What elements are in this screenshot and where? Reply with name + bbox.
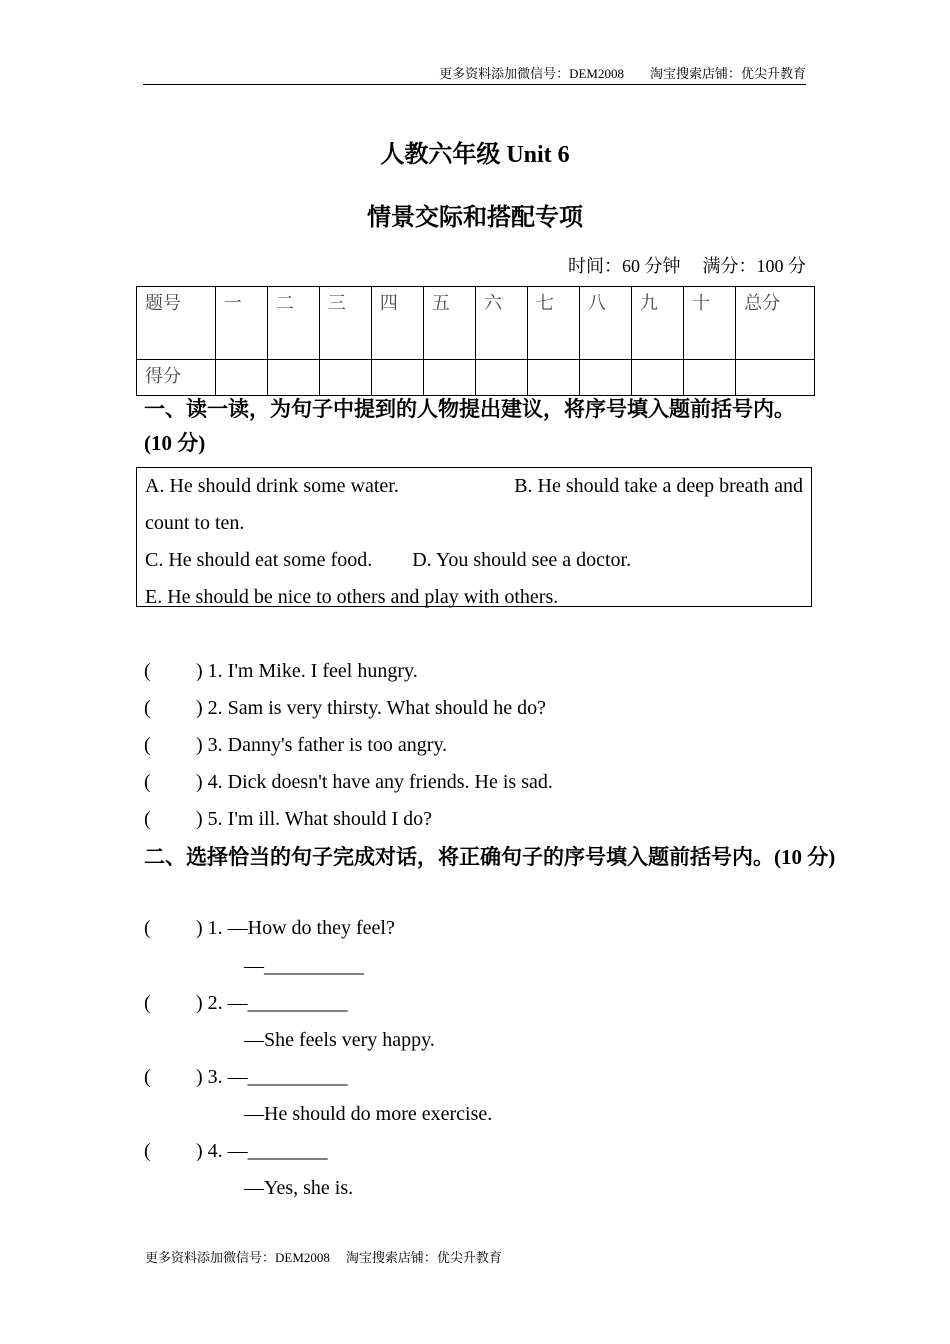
score-cell-empty	[632, 360, 684, 396]
score-table-cell: 五	[423, 287, 475, 360]
score-table-cell: 得分	[137, 360, 216, 396]
score-table-cell: 四	[371, 287, 423, 360]
score-cell-empty	[684, 360, 736, 396]
answer-bracket-open[interactable]: (	[144, 771, 151, 793]
option-b: B. He should take a deep breath and	[514, 475, 803, 497]
score-cell-empty	[267, 360, 319, 396]
s2-answer-line: —Yes, she is.	[244, 1177, 354, 1199]
option-d: D. You should see a doctor.	[412, 549, 632, 571]
score-cell-empty	[736, 360, 815, 396]
s1-question	[144, 769, 553, 795]
score-cell-empty	[319, 360, 371, 396]
answer-bracket-open[interactable]: (	[144, 697, 151, 719]
bracket-close: )	[196, 771, 203, 793]
bracket-close: )	[196, 734, 203, 756]
s2-question	[144, 1064, 348, 1090]
section2-title: 二、选择恰当的句子完成对话，将正确句子的序号填入题前括号内。(10 分)	[144, 845, 836, 869]
question-text: 3. Danny's father is too angry.	[207, 734, 448, 756]
question-text: 4. Dick doesn't have any friends. He is sad.	[207, 771, 553, 793]
score-table-cell: 题号	[137, 287, 216, 360]
score-table-cell: 三	[319, 287, 371, 360]
s2-question	[144, 1138, 328, 1164]
bracket-close: )	[196, 808, 203, 830]
s2-question	[144, 990, 348, 1016]
option-a: A. He should drink some water.	[145, 475, 399, 497]
score-cell-empty	[371, 360, 423, 396]
s1-question	[144, 658, 418, 684]
score-table-header-row	[137, 287, 815, 360]
question-text: 5. I'm ill. What should I do?	[207, 808, 432, 830]
score-table-cell: 六	[475, 287, 527, 360]
answer-bracket-open[interactable]: (	[144, 808, 151, 830]
question-text: 2. —__________	[207, 992, 348, 1014]
page-header	[143, 66, 806, 85]
score-table-score-row	[137, 360, 815, 396]
s2-answer-line: —He should do more exercise.	[244, 1103, 493, 1125]
option-b-continued: count to ten.	[145, 512, 245, 534]
score-table	[136, 286, 815, 396]
options-row	[145, 468, 803, 505]
answer-bracket-open[interactable]: (	[144, 992, 151, 1014]
exam-time: 时间：60 分钟	[568, 256, 681, 276]
score-cell-empty	[215, 360, 267, 396]
score-table-cell: 一	[215, 287, 267, 360]
question-text: 1. —How do they feel?	[207, 917, 395, 939]
question-text: 1. I'm Mike. I feel hungry.	[207, 660, 418, 682]
bracket-close: )	[196, 992, 203, 1014]
bracket-close: )	[196, 660, 203, 682]
option-e: E. He should be nice to others and play with others.	[145, 586, 559, 608]
answer-bracket-open[interactable]: (	[144, 660, 151, 682]
answer-bracket-open[interactable]: (	[144, 1066, 151, 1088]
header-shop: 淘宝搜索店铺：优尖升教育	[649, 66, 806, 81]
score-cell-empty	[475, 360, 527, 396]
score-cell-empty	[580, 360, 632, 396]
question-text: 4. —________	[207, 1140, 328, 1162]
score-cell-empty	[527, 360, 579, 396]
s1-question	[144, 806, 432, 832]
page-footer	[145, 1247, 502, 1266]
score-cell-empty	[423, 360, 475, 396]
score-table-cell: 八	[580, 287, 632, 360]
bracket-close: )	[196, 697, 203, 719]
answer-bracket-open[interactable]: (	[144, 1140, 151, 1162]
page-subtitle: 情景交际和搭配专项	[367, 205, 583, 231]
s2-question	[144, 915, 395, 941]
section1-title: 一、读一读，为句子中提到的人物提出建议，将序号填入题前括号内。(10 分)	[144, 397, 795, 455]
s1-question	[144, 732, 447, 758]
s2-answer-line: —__________	[244, 955, 364, 977]
exam-full-score: 满分：100 分	[702, 256, 806, 276]
answer-bracket-open[interactable]: (	[144, 734, 151, 756]
options-box	[136, 467, 812, 607]
bracket-close: )	[196, 1140, 203, 1162]
score-table-cell: 九	[632, 287, 684, 360]
options-row	[145, 542, 803, 579]
score-table-cell: 十	[684, 287, 736, 360]
option-c: C. He should eat some food.	[145, 549, 373, 571]
bracket-close: )	[196, 1066, 203, 1088]
score-table-cell: 二	[267, 287, 319, 360]
footer-shop: 淘宝搜索店铺：优尖升教育	[345, 1250, 502, 1265]
score-table-cell: 七	[527, 287, 579, 360]
question-text: 3. —__________	[207, 1066, 348, 1088]
bracket-close: )	[196, 917, 203, 939]
s1-question	[144, 695, 546, 721]
exam-info	[568, 252, 806, 278]
header-wechat: 更多资料添加微信号：DEM2008	[439, 66, 624, 81]
answer-bracket-open[interactable]: (	[144, 917, 151, 939]
question-text: 2. Sam is very thirsty. What should he do?	[207, 697, 546, 719]
s2-answer-line: —She feels very happy.	[244, 1029, 435, 1051]
page-title: 人教六年级 Unit 6	[380, 142, 570, 168]
score-table-cell: 总分	[736, 287, 815, 360]
footer-wechat: 更多资料添加微信号：DEM2008	[145, 1250, 330, 1265]
